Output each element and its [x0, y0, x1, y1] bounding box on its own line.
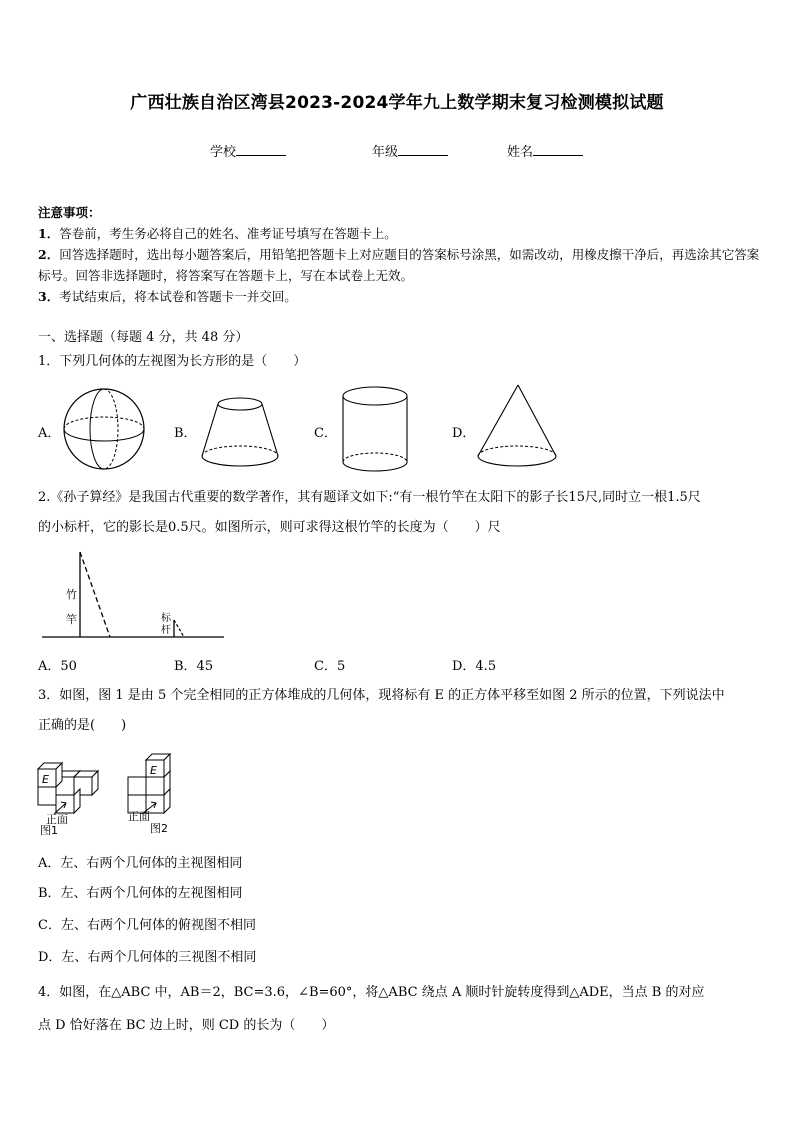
- page-title: 广西壮族自治区湾县2023-2024学年九上数学期末复习检测模拟试题: [130, 93, 664, 113]
- cylinder-figure: [338, 384, 412, 476]
- q3-stem-line2: 正确的是( ): [38, 718, 127, 733]
- q1-option-c[interactable]: C．: [314, 426, 337, 441]
- q3-option-d[interactable]: D．左、右两个几何体的三视图不相同: [38, 950, 257, 965]
- q2-option-b[interactable]: B．45: [174, 659, 214, 674]
- fig2-label: 图2: [150, 822, 168, 835]
- notes-heading: 注意事项：: [38, 205, 101, 220]
- q1-option-d[interactable]: D．: [452, 426, 476, 441]
- grade-blank[interactable]: [398, 144, 448, 156]
- note-item: 2．回答选择题时，选出每小题答案后，用铅笔把答题卡上对应题目的答案标号涂黑，如需改动，用橡皮擦干净后，再选涂其它答案标号。回答非选择题时，将答案写在答题卡上，写在本试卷上无效。: [38, 247, 760, 283]
- note-item: 3．考试结束后，将本试卷和答题卡一并交回。: [38, 289, 297, 304]
- q2-option-d[interactable]: D．4.5: [452, 659, 497, 674]
- cube-e-label-1: E: [42, 773, 49, 786]
- q2-option-a[interactable]: A．50: [38, 659, 77, 674]
- school-blank[interactable]: [236, 144, 286, 156]
- q4-stem-line1: 4．如图，在△ABC 中，AB＝2，BC=3.6，∠B=60°，将△ABC 绕点 A 顺时针旋转度得到△ADE，当点 B 的对应: [38, 985, 705, 1000]
- bamboo-shadow-figure: [38, 548, 228, 644]
- notes-block: [38, 202, 760, 307]
- fig1-label: 图1: [40, 824, 58, 837]
- frustum-figure: [198, 392, 282, 472]
- pole-label-2: 竿: [66, 613, 77, 626]
- front-label-1: 正面: [46, 813, 68, 826]
- name-blank[interactable]: [533, 144, 583, 156]
- cube-e-label-2: E: [150, 764, 157, 777]
- q1-stem: 1．下列几何体的左视图为长方形的是（ ）: [38, 354, 307, 369]
- rod-label-1: 标: [161, 613, 171, 624]
- name-label: 姓名: [507, 145, 534, 160]
- grade-field[interactable]: [372, 141, 448, 160]
- grade-label: 年级: [372, 145, 399, 160]
- sphere-figure: [60, 386, 150, 472]
- school-label: 学校: [210, 145, 237, 160]
- cube-stack-figure: [36, 750, 192, 838]
- rod-label-2: 杆: [161, 625, 171, 636]
- q3-option-b[interactable]: B．左、右两个几何体的左视图相同: [38, 886, 243, 901]
- name-field[interactable]: [507, 141, 583, 160]
- q2-stem-line1: 2.《孙子算经》是我国古代重要的数学著作，其有题译文如下:“有一根竹竿在太阳下的影子长15尺,同时立一根1.5尺: [38, 490, 701, 505]
- q3-option-c[interactable]: C．左、右两个几何体的俯视图不相同: [38, 918, 256, 933]
- note-item: 1．答卷前，考生务必将自己的姓名、准考证号填写在答题卡上。: [38, 226, 397, 241]
- front-label-2: 正面: [128, 810, 150, 823]
- cone-figure: [470, 382, 562, 474]
- school-field[interactable]: [210, 141, 286, 160]
- pole-label-1: 竹: [66, 588, 77, 601]
- q2-stem-line2: 的小标杆，它的影长是0.5尺。如图所示，则可求得这根竹竿的长度为（ ）尺: [38, 520, 501, 535]
- q3-stem-line1: 3．如图，图 1 是由 5 个完全相同的正方体堆成的几何体，现将标有 E 的正方体平移至如图 2 所示的位置，下列说法中: [38, 688, 725, 703]
- q2-option-c[interactable]: C．5: [314, 659, 346, 674]
- q4-stem-line2: 点 D 恰好落在 BC 边上时，则 CD 的长为（ ）: [38, 1018, 335, 1033]
- section-title: 一、选择题（每题 4 分，共 48 分）: [38, 330, 249, 345]
- q3-option-a[interactable]: A．左、右两个几何体的主视图相同: [38, 856, 243, 871]
- q1-option-b[interactable]: B．: [174, 426, 197, 441]
- q1-option-a[interactable]: A．: [38, 426, 61, 441]
